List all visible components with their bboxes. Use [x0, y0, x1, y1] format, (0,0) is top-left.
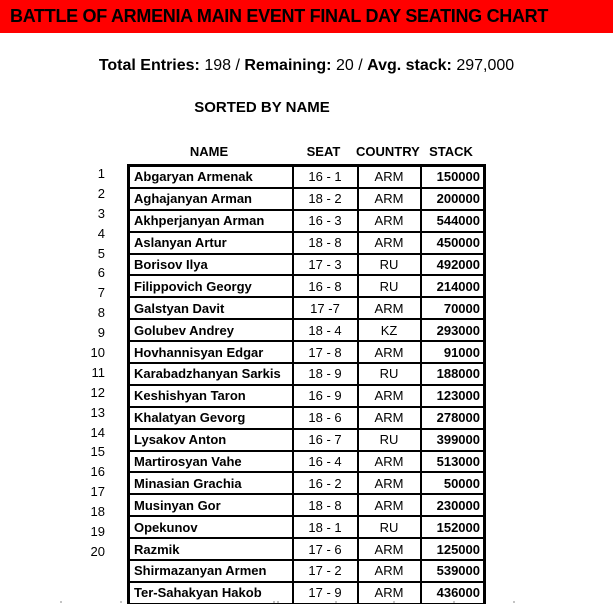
- cell-name: Abgaryan Armenak: [129, 166, 293, 188]
- cell-country: ARM: [358, 210, 421, 232]
- row-number: 3: [97, 205, 105, 221]
- cell-name: Opekunov: [129, 516, 293, 538]
- table-row: [129, 297, 485, 319]
- cell-seat: 17 - 2: [293, 560, 358, 582]
- cell-name: Keshishyan Taron: [129, 385, 293, 407]
- cell-name: Lysakov Anton: [129, 429, 293, 451]
- cell-seat: 17 - 9: [293, 582, 358, 604]
- table-row: [129, 472, 485, 494]
- cell-seat: 16 - 2: [293, 472, 358, 494]
- row-number: 16: [90, 464, 105, 480]
- cell-seat: 18 - 8: [293, 232, 358, 254]
- row-number: 10: [90, 345, 105, 361]
- row-number: 5: [97, 245, 105, 261]
- row-number: 2: [97, 185, 105, 201]
- cell-name: Filippovich Georgy: [129, 275, 293, 297]
- cell-country: ARM: [358, 166, 421, 188]
- table-row: [129, 582, 485, 604]
- cell-country: RU: [358, 363, 421, 385]
- table-row: [129, 516, 485, 538]
- cell-country: ARM: [358, 538, 421, 560]
- cell-stack: 152000: [421, 516, 485, 538]
- cell-name: Hovhannisyan Edgar: [129, 341, 293, 363]
- cell-country: ARM: [358, 472, 421, 494]
- cell-seat: 18 - 6: [293, 407, 358, 429]
- cell-name: Martirosyan Vahe: [129, 451, 293, 473]
- total-entries-label: Total Entries:: [98, 57, 200, 74]
- row-number: 12: [90, 384, 105, 400]
- cell-country: ARM: [358, 582, 421, 604]
- avg-stack-value: 297,000: [456, 57, 515, 74]
- table-row: [129, 494, 485, 516]
- cell-name: Razmik: [129, 538, 293, 560]
- row-number: 20: [90, 543, 105, 559]
- cell-name: Karabadzhanyan Sarkis: [129, 363, 293, 385]
- cell-seat: 18 - 8: [293, 494, 358, 516]
- cell-stack: 150000: [421, 166, 485, 188]
- cell-stack: 91000: [421, 341, 485, 363]
- cell-stack: 450000: [421, 232, 485, 254]
- cell-name: Golubev Andrey: [129, 319, 293, 341]
- cell-country: RU: [358, 275, 421, 297]
- cell-country: RU: [358, 429, 421, 451]
- summary-line: [0, 52, 613, 80]
- cell-stack: 70000: [421, 297, 485, 319]
- cell-seat: 17 -7: [293, 297, 358, 319]
- cell-country: ARM: [358, 560, 421, 582]
- table-row: [129, 538, 485, 560]
- cell-stack: 125000: [421, 538, 485, 560]
- cropped-text-artifact: [60, 601, 62, 603]
- column-header-stack: STACK: [429, 144, 473, 159]
- cell-seat: 18 - 1: [293, 516, 358, 538]
- table-header: [127, 137, 483, 164]
- title-banner: [0, 0, 613, 33]
- cell-seat: 18 - 9: [293, 363, 358, 385]
- cell-stack: 293000: [421, 319, 485, 341]
- cell-seat: 16 - 7: [293, 429, 358, 451]
- row-number: 18: [90, 504, 105, 520]
- cell-seat: 17 - 3: [293, 254, 358, 276]
- row-number-column: [80, 164, 105, 562]
- table-row: [129, 319, 485, 341]
- row-number: 11: [91, 364, 105, 380]
- row-number: 17: [90, 484, 105, 500]
- separator-slash: /: [235, 57, 240, 74]
- row-number: 8: [97, 305, 105, 321]
- cell-stack: 200000: [421, 188, 485, 210]
- cell-name: Aghajanyan Arman: [129, 188, 293, 210]
- table-row: [129, 188, 485, 210]
- table-row: [129, 210, 485, 232]
- table-row: [129, 254, 485, 276]
- cell-name: Shirmazanyan Armen: [129, 560, 293, 582]
- cell-name: Minasian Grachia: [129, 472, 293, 494]
- column-header-country: COUNTRY: [356, 144, 420, 159]
- cell-country: RU: [358, 516, 421, 538]
- cell-name: Khalatyan Gevorg: [129, 407, 293, 429]
- table-row: [129, 385, 485, 407]
- cell-name: Ter-Sahakyan Hakob: [129, 582, 293, 604]
- column-header-seat: SEAT: [306, 144, 341, 159]
- cell-country: ARM: [358, 232, 421, 254]
- cell-name: Borisov Ilya: [129, 254, 293, 276]
- cell-country: ARM: [358, 385, 421, 407]
- cell-country: ARM: [358, 341, 421, 363]
- avg-stack-label: Avg. stack:: [367, 57, 452, 74]
- table-row: [129, 275, 485, 297]
- cell-stack: 188000: [421, 363, 485, 385]
- cell-stack: 214000: [421, 275, 485, 297]
- cell-stack: 436000: [421, 582, 485, 604]
- row-number: 14: [90, 424, 105, 440]
- cell-name: Akhperjanyan Arman: [129, 210, 293, 232]
- table-row: [129, 429, 485, 451]
- cell-seat: 16 - 8: [293, 275, 358, 297]
- cell-stack: 492000: [421, 254, 485, 276]
- table-row: [129, 407, 485, 429]
- cell-country: KZ: [358, 319, 421, 341]
- table-row: [129, 560, 485, 582]
- sort-heading: SORTED BY NAME: [194, 99, 330, 116]
- total-entries-value: 198: [204, 57, 232, 74]
- cell-country: ARM: [358, 494, 421, 516]
- cell-seat: 16 - 1: [293, 166, 358, 188]
- row-number: 7: [97, 285, 105, 301]
- cell-name: Galstyan Davit: [129, 297, 293, 319]
- cell-country: ARM: [358, 407, 421, 429]
- row-number: 4: [97, 225, 105, 241]
- cell-stack: 539000: [421, 560, 485, 582]
- cell-country: ARM: [358, 297, 421, 319]
- cell-name: Musinyan Gor: [129, 494, 293, 516]
- row-number: 15: [90, 444, 105, 460]
- row-number: 13: [90, 404, 105, 420]
- row-number: 9: [97, 325, 105, 341]
- cell-country: ARM: [358, 451, 421, 473]
- cell-name: Aslanyan Artur: [129, 232, 293, 254]
- seating-table: [127, 164, 486, 604]
- remaining-value: 20: [335, 57, 354, 74]
- row-number: 19: [90, 524, 105, 540]
- cell-seat: 18 - 4: [293, 319, 358, 341]
- cell-stack: 50000: [421, 472, 485, 494]
- row-number: 6: [97, 265, 105, 281]
- table-row: [129, 451, 485, 473]
- cell-seat: 16 - 3: [293, 210, 358, 232]
- cell-stack: 513000: [421, 451, 485, 473]
- row-number: 1: [97, 166, 105, 181]
- remaining-label: Remaining:: [244, 57, 332, 74]
- cell-seat: 17 - 8: [293, 341, 358, 363]
- separator-slash: /: [358, 57, 363, 74]
- page-title: BATTLE OF ARMENIA MAIN EVENT FINAL DAY SEATING CHART: [10, 6, 549, 26]
- cell-country: RU: [358, 254, 421, 276]
- cell-stack: 399000: [421, 429, 485, 451]
- table-row: [129, 166, 485, 188]
- table-row: [129, 232, 485, 254]
- cell-seat: 16 - 9: [293, 385, 358, 407]
- cell-country: ARM: [358, 188, 421, 210]
- cell-seat: 17 - 6: [293, 538, 358, 560]
- column-header-name: NAME: [189, 144, 229, 159]
- cell-stack: 230000: [421, 494, 485, 516]
- cell-stack: 123000: [421, 385, 485, 407]
- cell-stack: 544000: [421, 210, 485, 232]
- cell-seat: 18 - 2: [293, 188, 358, 210]
- table-row: [129, 341, 485, 363]
- cell-seat: 16 - 4: [293, 451, 358, 473]
- table-row: [129, 363, 485, 385]
- cell-stack: 278000: [421, 407, 485, 429]
